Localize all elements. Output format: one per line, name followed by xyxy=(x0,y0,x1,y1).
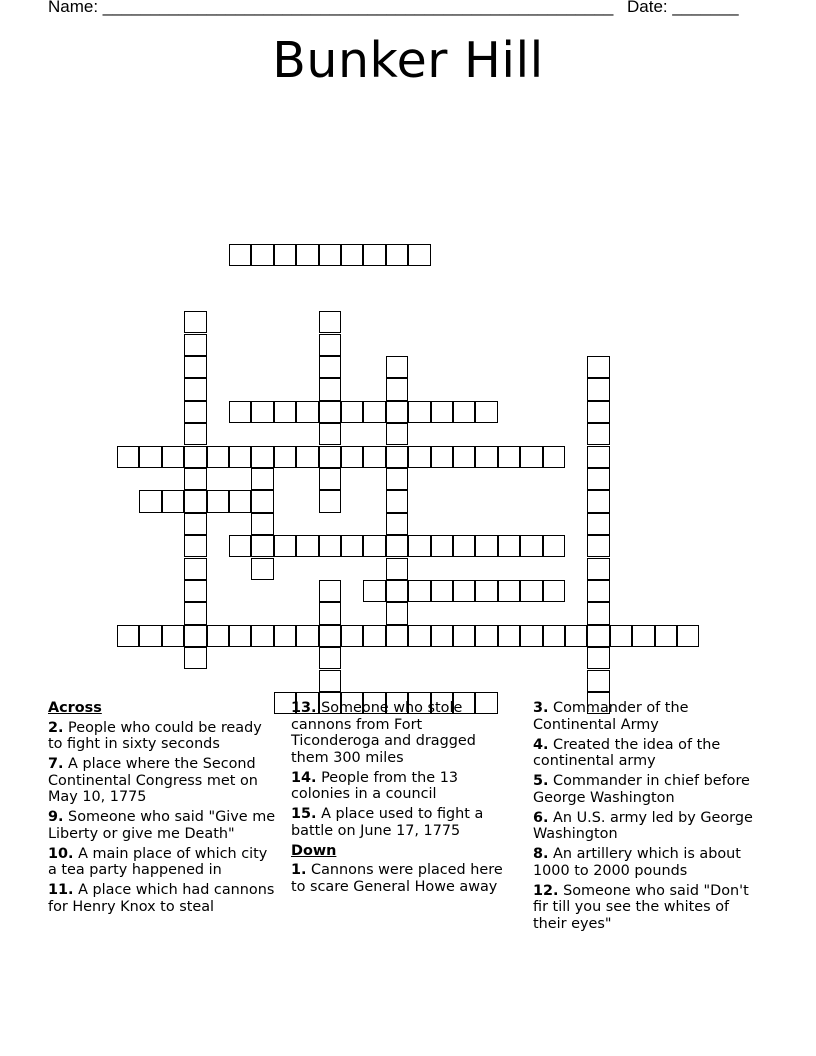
down-clue-list-continued xyxy=(533,700,765,932)
grid-cell[interactable] xyxy=(386,401,408,423)
grid-cell[interactable] xyxy=(543,625,565,647)
grid-cell[interactable] xyxy=(319,670,341,692)
clue-item-number: 13. xyxy=(291,700,317,716)
grid-cell[interactable] xyxy=(229,535,251,557)
grid-cell[interactable] xyxy=(587,378,609,400)
grid-cell[interactable] xyxy=(498,446,520,468)
grid-cell[interactable] xyxy=(386,625,408,647)
grid-cell[interactable] xyxy=(587,625,609,647)
grid-cell[interactable] xyxy=(475,446,497,468)
grid-cell[interactable] xyxy=(162,446,184,468)
clue-item-number: 11. xyxy=(48,882,74,898)
grid-cell[interactable] xyxy=(274,625,296,647)
grid-cell[interactable] xyxy=(453,580,475,602)
grid-cell[interactable] xyxy=(363,401,385,423)
clues-column-2 xyxy=(291,700,513,899)
grid-cell[interactable] xyxy=(319,244,341,266)
grid-cell[interactable] xyxy=(475,580,497,602)
grid-cell[interactable] xyxy=(386,244,408,266)
clue-item-number: 4. xyxy=(533,736,549,753)
grid-cell[interactable] xyxy=(363,580,385,602)
clue-item-text: A main place of which city a tea party happened in xyxy=(48,845,268,878)
grid-cell[interactable] xyxy=(319,535,341,557)
grid-cell[interactable] xyxy=(587,647,609,669)
grid-cell[interactable] xyxy=(453,446,475,468)
grid-cell[interactable] xyxy=(117,625,139,647)
clue-item xyxy=(533,737,765,770)
clue-item-number: 7. xyxy=(48,756,64,772)
grid-cell[interactable] xyxy=(251,558,273,580)
grid-cell[interactable] xyxy=(319,423,341,445)
clue-item xyxy=(533,810,765,843)
grid-cell[interactable] xyxy=(184,647,206,669)
grid-cell[interactable] xyxy=(543,580,565,602)
grid-cell[interactable] xyxy=(229,625,251,647)
grid-cell[interactable] xyxy=(184,580,206,602)
clue-item-text: Someone who said "Don't fir till you see the whites of their eyes" xyxy=(533,882,749,932)
grid-cell[interactable] xyxy=(565,625,587,647)
grid-cell[interactable] xyxy=(319,625,341,647)
across-heading: Across xyxy=(48,700,102,716)
grid-cell[interactable] xyxy=(207,446,229,468)
grid-cell[interactable] xyxy=(408,244,430,266)
grid-cell[interactable] xyxy=(139,625,161,647)
grid-cell[interactable] xyxy=(587,446,609,468)
grid-cell[interactable] xyxy=(475,401,497,423)
clue-item-text: A place which had cannons for Henry Knox to steal xyxy=(48,882,275,915)
grid-cell[interactable] xyxy=(296,625,318,647)
clue-item xyxy=(533,773,765,806)
clue-item-number: 12. xyxy=(533,882,559,899)
clue-item xyxy=(291,770,513,803)
down-heading: Down xyxy=(291,842,337,859)
grid-cell[interactable] xyxy=(431,625,453,647)
grid-cell[interactable] xyxy=(386,602,408,624)
clues-column-1 xyxy=(48,700,280,919)
puzzle-title: Bunker Hill xyxy=(272,32,544,89)
grid-cell[interactable] xyxy=(386,468,408,490)
clue-item-text: Commander of the Continental Army xyxy=(533,700,689,733)
grid-cell[interactable] xyxy=(251,625,273,647)
clue-item xyxy=(291,806,513,839)
grid-cell[interactable] xyxy=(251,490,273,512)
grid-cell[interactable] xyxy=(341,625,363,647)
grid-cell[interactable] xyxy=(498,625,520,647)
grid-cell[interactable] xyxy=(386,580,408,602)
grid-cell[interactable] xyxy=(386,490,408,512)
grid-cell[interactable] xyxy=(587,423,609,445)
clue-item-text: Someone who said "Give me Liberty or give me Death" xyxy=(48,809,276,842)
down-clue-list xyxy=(291,862,513,895)
grid-cell[interactable] xyxy=(296,446,318,468)
grid-cell[interactable] xyxy=(341,244,363,266)
grid-cell[interactable] xyxy=(587,468,609,490)
grid-cell[interactable] xyxy=(386,356,408,378)
clue-item-number: 2. xyxy=(48,719,64,736)
clue-item xyxy=(533,846,765,879)
grid-cell[interactable] xyxy=(184,490,206,512)
grid-cell[interactable] xyxy=(184,423,206,445)
clue-item-text: People who could be ready to fight in sixty seconds xyxy=(48,719,262,752)
grid-cell[interactable] xyxy=(207,490,229,512)
grid-cell[interactable] xyxy=(386,423,408,445)
grid-cell[interactable] xyxy=(408,401,430,423)
clue-item xyxy=(48,846,280,879)
grid-cell[interactable] xyxy=(319,490,341,512)
grid-cell[interactable] xyxy=(341,446,363,468)
grid-cell[interactable] xyxy=(319,602,341,624)
clue-item-text: A place used to fight a battle on June 17, 1775 xyxy=(291,806,484,839)
clue-item xyxy=(48,756,280,806)
grid-cell[interactable] xyxy=(184,311,206,333)
clue-item-text: An artillery which is about 1000 to 2000 pounds xyxy=(533,846,741,879)
grid-cell[interactable] xyxy=(520,446,542,468)
grid-cell[interactable] xyxy=(319,580,341,602)
grid-cell[interactable] xyxy=(408,625,430,647)
across-clue-list xyxy=(48,720,280,916)
grid-cell[interactable] xyxy=(319,334,341,356)
grid-cell[interactable] xyxy=(363,244,385,266)
grid-cell[interactable] xyxy=(319,647,341,669)
grid-cell[interactable] xyxy=(363,446,385,468)
grid-cell[interactable] xyxy=(251,446,273,468)
clue-item-number: 1. xyxy=(291,862,307,878)
grid-cell[interactable] xyxy=(431,535,453,557)
clue-item xyxy=(533,883,765,933)
grid-cell[interactable] xyxy=(587,580,609,602)
grid-cell[interactable] xyxy=(431,580,453,602)
grid-cell[interactable] xyxy=(184,446,206,468)
clue-item-number: 8. xyxy=(533,846,549,862)
grid-cell[interactable] xyxy=(184,625,206,647)
clue-item-text: People from the 13 colonies in a council xyxy=(291,769,459,802)
clue-item-number: 3. xyxy=(533,700,549,716)
grid-cell[interactable] xyxy=(363,535,385,557)
grid-cell[interactable] xyxy=(341,535,363,557)
grid-cell[interactable] xyxy=(184,401,206,423)
grid-cell[interactable] xyxy=(475,625,497,647)
clue-item-number: 15. xyxy=(291,806,317,822)
grid-cell[interactable] xyxy=(520,580,542,602)
clue-item xyxy=(48,809,280,842)
grid-cell[interactable] xyxy=(363,625,385,647)
across-clue-list-continued xyxy=(291,700,513,839)
grid-cell[interactable] xyxy=(184,513,206,535)
grid-cell[interactable] xyxy=(162,490,184,512)
clue-item-text: An U.S. army led by George Washington xyxy=(533,809,753,842)
grid-cell[interactable] xyxy=(296,244,318,266)
grid-cell[interactable] xyxy=(386,558,408,580)
grid-cell[interactable] xyxy=(587,535,609,557)
grid-cell[interactable] xyxy=(274,244,296,266)
grid-cell[interactable] xyxy=(587,490,609,512)
grid-cell[interactable] xyxy=(408,446,430,468)
grid-cell[interactable] xyxy=(251,535,273,557)
grid-cell[interactable] xyxy=(408,580,430,602)
grid-cell[interactable] xyxy=(475,535,497,557)
grid-cell[interactable] xyxy=(408,535,430,557)
clues-column-3 xyxy=(533,700,765,936)
clue-item-number: 9. xyxy=(48,809,64,825)
grid-cell[interactable] xyxy=(274,401,296,423)
date-field-label: Date: _______ xyxy=(627,0,739,16)
grid-cell[interactable] xyxy=(610,625,632,647)
clue-item-text: A place where the Second Continental Congress met on May 10, 1775 xyxy=(48,756,258,805)
grid-cell[interactable] xyxy=(207,625,229,647)
clue-item xyxy=(48,720,280,753)
grid-cell[interactable] xyxy=(319,311,341,333)
grid-cell[interactable] xyxy=(587,513,609,535)
grid-cell[interactable] xyxy=(498,535,520,557)
grid-cell[interactable] xyxy=(341,401,363,423)
grid-cell[interactable] xyxy=(184,602,206,624)
grid-cell[interactable] xyxy=(319,356,341,378)
grid-cell[interactable] xyxy=(386,446,408,468)
grid-cell[interactable] xyxy=(453,401,475,423)
grid-cell[interactable] xyxy=(274,446,296,468)
grid-cell[interactable] xyxy=(184,535,206,557)
grid-cell[interactable] xyxy=(431,401,453,423)
grid-cell[interactable] xyxy=(632,625,654,647)
grid-cell[interactable] xyxy=(139,446,161,468)
grid-cell[interactable] xyxy=(274,535,296,557)
grid-cell[interactable] xyxy=(520,535,542,557)
grid-cell[interactable] xyxy=(229,401,251,423)
grid-cell[interactable] xyxy=(319,446,341,468)
grid-cell[interactable] xyxy=(251,468,273,490)
grid-cell[interactable] xyxy=(296,535,318,557)
grid-cell[interactable] xyxy=(184,378,206,400)
clue-item-number: 14. xyxy=(291,769,317,786)
clue-item-number: 10. xyxy=(48,845,74,862)
grid-cell[interactable] xyxy=(386,378,408,400)
grid-cell[interactable] xyxy=(319,468,341,490)
clue-item-text: Cannons were placed here to scare General Howe away xyxy=(291,862,503,895)
grid-cell[interactable] xyxy=(677,625,699,647)
grid-cell[interactable] xyxy=(184,334,206,356)
grid-cell[interactable] xyxy=(587,670,609,692)
clue-item-number: 5. xyxy=(533,773,549,789)
grid-cell[interactable] xyxy=(229,490,251,512)
grid-cell[interactable] xyxy=(184,468,206,490)
grid-cell[interactable] xyxy=(520,625,542,647)
clue-item-text: Created the idea of the continental army xyxy=(533,736,721,769)
grid-cell[interactable] xyxy=(251,244,273,266)
clue-item-text: Someone who stole cannons from Fort Ticonderoga and dragged them 300 miles xyxy=(291,700,476,766)
grid-cell[interactable] xyxy=(319,401,341,423)
grid-cell[interactable] xyxy=(587,401,609,423)
grid-cell[interactable] xyxy=(184,356,206,378)
grid-cell[interactable] xyxy=(587,356,609,378)
grid-cell[interactable] xyxy=(386,513,408,535)
grid-cell[interactable] xyxy=(431,446,453,468)
clue-item xyxy=(291,862,513,895)
name-field-label: Name: ______________________________________________________ xyxy=(48,0,614,16)
grid-cell[interactable] xyxy=(655,625,677,647)
clue-item-number: 6. xyxy=(533,809,549,826)
grid-cell[interactable] xyxy=(543,535,565,557)
clue-item-text: Commander in chief before George Washington xyxy=(533,773,750,806)
grid-cell[interactable] xyxy=(296,401,318,423)
grid-cell[interactable] xyxy=(251,513,273,535)
grid-cell[interactable] xyxy=(587,558,609,580)
grid-cell[interactable] xyxy=(229,446,251,468)
grid-cell[interactable] xyxy=(162,625,184,647)
clue-item xyxy=(48,882,280,915)
grid-cell[interactable] xyxy=(453,625,475,647)
grid-cell[interactable] xyxy=(229,244,251,266)
clue-item xyxy=(533,700,765,733)
grid-cell[interactable] xyxy=(386,535,408,557)
grid-cell[interactable] xyxy=(319,378,341,400)
grid-cell[interactable] xyxy=(117,446,139,468)
grid-cell[interactable] xyxy=(587,602,609,624)
grid-cell[interactable] xyxy=(139,490,161,512)
grid-cell[interactable] xyxy=(251,401,273,423)
grid-cell[interactable] xyxy=(543,446,565,468)
grid-cell[interactable] xyxy=(184,558,206,580)
grid-cell[interactable] xyxy=(453,535,475,557)
clue-item xyxy=(291,700,513,766)
grid-cell[interactable] xyxy=(498,580,520,602)
